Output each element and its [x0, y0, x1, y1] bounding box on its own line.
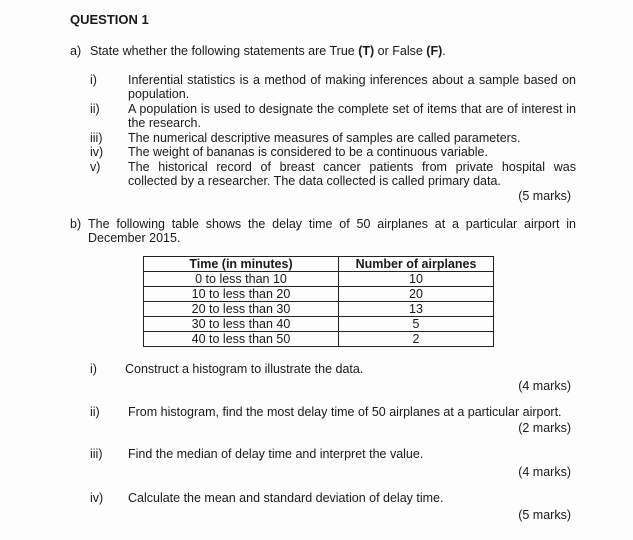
subquestion-number: i): [90, 362, 97, 376]
part-b-label: b): [70, 217, 82, 231]
prompt-start: State whether the following statements are True: [90, 44, 359, 58]
table-row: [144, 332, 494, 347]
count-cell: 2: [339, 332, 494, 347]
table-row: [144, 287, 494, 302]
time-cell: 10 to less than 20: [144, 287, 339, 302]
statement-text: Inferential statistics is a method of making inferences about a sample based on population.: [128, 73, 576, 101]
table-row: [144, 302, 494, 317]
subquestion-marks: (4 marks): [518, 379, 571, 393]
statement-text: A population is used to designate the complete set of items that are of interest in the research.: [128, 102, 576, 130]
count-cell: 20: [339, 287, 494, 302]
count-cell: 10: [339, 272, 494, 287]
time-cell: 20 to less than 30: [144, 302, 339, 317]
subquestion-text: From histogram, find the most delay time of 50 airplanes at a particular airport.: [128, 405, 562, 419]
subquestion-number: ii): [90, 405, 100, 419]
subquestion-text: Find the median of delay time and interpret the value.: [128, 447, 424, 461]
statement-number: iii): [90, 131, 103, 145]
statement-number: ii): [90, 102, 100, 116]
count-cell: 5: [339, 317, 494, 332]
subquestion-marks: (4 marks): [518, 465, 571, 479]
statement-text: The historical record of breast cancer patients from private hospital was collected by a researcher. The data collected is called primary data.: [128, 160, 576, 188]
subquestion-marks: (2 marks): [518, 421, 571, 435]
statement-text: The numerical descriptive measures of samples are called parameters.: [128, 131, 521, 145]
time-cell: 0 to less than 10: [144, 272, 339, 287]
part-b-prompt: The following table shows the delay time of 50 airplanes at a particular airport in December 2015.: [88, 217, 576, 245]
statement-text: The weight of bananas is considered to be a continuous variable.: [128, 145, 488, 159]
statement-number: iv): [90, 145, 104, 159]
prompt-mid: or False: [374, 44, 427, 58]
delay-time-table: [143, 256, 494, 347]
header-airplanes: Number of airplanes: [339, 257, 494, 272]
table-row: [144, 317, 494, 332]
part-a-label: a): [70, 44, 82, 58]
prompt-false-marker: (F): [426, 44, 443, 58]
subquestion-marks: (5 marks): [518, 508, 571, 522]
prompt-end: .: [442, 44, 446, 58]
subquestion-text: Construct a histogram to illustrate the data.: [125, 362, 364, 376]
part-a-prompt: [90, 44, 446, 58]
subquestion-text: Calculate the mean and standard deviation of delay time.: [128, 491, 444, 505]
subquestion-number: iii): [90, 447, 103, 461]
count-cell: 13: [339, 302, 494, 317]
statement-number: i): [90, 73, 97, 87]
time-cell: 40 to less than 50: [144, 332, 339, 347]
time-cell: 30 to less than 40: [144, 317, 339, 332]
question-title: QUESTION 1: [70, 12, 149, 27]
header-time: Time (in minutes): [144, 257, 339, 272]
table-header-row: [144, 257, 494, 272]
table-row: [144, 272, 494, 287]
statement-number: v): [90, 160, 101, 174]
subquestion-number: iv): [90, 491, 104, 505]
part-a-marks: (5 marks): [518, 189, 571, 203]
prompt-true-marker: (T): [358, 44, 375, 58]
